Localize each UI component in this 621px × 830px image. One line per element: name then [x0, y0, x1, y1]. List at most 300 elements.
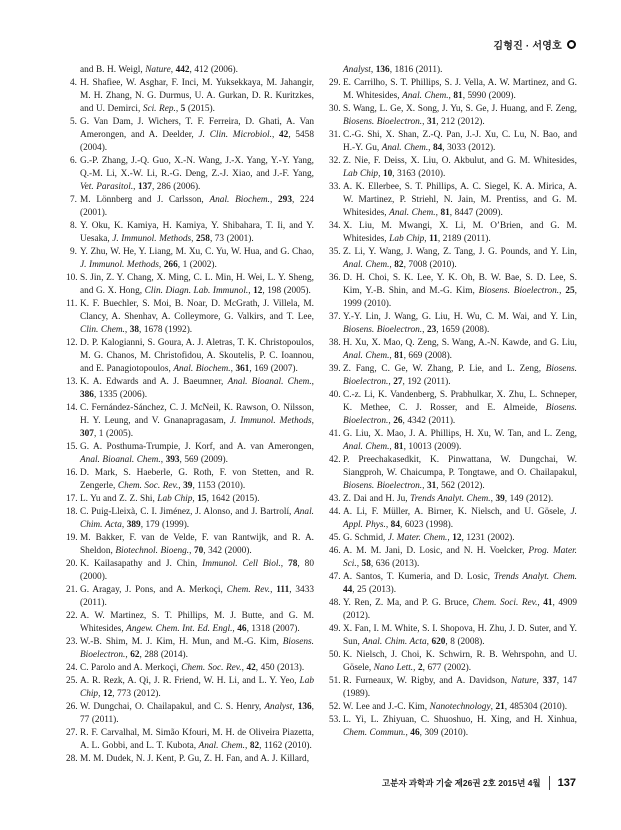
reference-entry: [329, 363, 577, 389]
reference-text: ,: [536, 676, 543, 686]
reference-text: G. A. Posthuma-Trumpie, J. Korf, and A. van Amerongen,: [80, 442, 314, 452]
journal-name: Anal. Chim. Acta: [362, 637, 427, 647]
reference-text: ,: [133, 182, 138, 192]
reference-text: ,: [435, 208, 441, 218]
reference-number: 12.: [66, 338, 78, 348]
reference-text: ,: [292, 702, 298, 712]
reference-text: , 1 (2002).: [177, 260, 217, 270]
reference-number: 10.: [66, 273, 78, 283]
volume-number: 620: [431, 637, 446, 647]
reference-text: ,: [422, 325, 427, 335]
reference-text: C.-z. Li, K. Vandenberg, S. Prabhulkar, X. Zhu, L. Schneper, K. Methee, C. J. Rosser, and E. Almeide,: [343, 390, 577, 413]
volume-number: 258: [195, 234, 210, 244]
journal-name: Anal. Bioanal. Chem.: [227, 377, 312, 387]
reference-text: Y. Zhu, W. He, Y. Liang, M. Xu, C. Yu, W. Hua, and G. Chao,: [80, 247, 314, 257]
volume-number: 266: [163, 260, 178, 270]
reference-text: A. K. Ellerbee, S. T. Phillips, A. C. Siegel, K. A. Mirica, A. W. Martinez, P. Striehl, N. Jain, M. Prentiss, and G. M. Whitesides,: [343, 182, 577, 218]
volume-number: 38: [129, 325, 140, 335]
volume-number: 361: [235, 364, 250, 374]
reference-text: ,: [389, 260, 395, 270]
journal-name: Clin. Chem.: [80, 325, 125, 335]
reference-text: ,: [192, 494, 198, 504]
volume-number: 41: [543, 598, 553, 608]
reference-text: X. Liu, M. Mwangi, X. Li, M. O’Brien, and G. M. Whitesides,: [343, 221, 577, 244]
reference-text: , 485304 (2010).: [504, 702, 568, 712]
reference-text: S. Jin, Z. Y. Chang, X. Ming, C. L. Min, H. Wei, L. Y. Sheng, and G. X. Hong,: [80, 273, 314, 296]
journal-name: J. Clin. Microbiol.: [198, 130, 272, 140]
reference-number: 38.: [329, 338, 341, 348]
reference-text: ,: [121, 520, 127, 530]
reference-number: 35.: [329, 247, 341, 257]
journal-name: Anal. Chem.: [381, 143, 429, 153]
journal-name: Biosens. Bioelectron.: [343, 481, 423, 491]
reference-text: , 73 (2001).: [209, 234, 254, 244]
reference-number: 8.: [70, 221, 77, 231]
volume-number: 46: [410, 728, 420, 738]
reference-text: , 6023 (1998).: [399, 520, 454, 530]
reference-entry: [66, 558, 314, 584]
volume-number: 82: [249, 741, 260, 751]
reference-number: 9.: [70, 247, 77, 257]
reference-text: ,: [378, 169, 383, 179]
journal-name: Anal. Biochem.: [173, 364, 231, 374]
reference-number: 11.: [66, 299, 78, 309]
journal-name: Nanotechnology: [429, 702, 491, 712]
reference-entry: [66, 155, 314, 194]
reference-number: 50.: [329, 650, 341, 660]
reference-text: ,: [490, 494, 496, 504]
reference-entry: [66, 467, 314, 493]
volume-number: 137: [138, 182, 152, 192]
reference-text: ,: [271, 130, 280, 140]
volume-number: 442: [175, 65, 190, 75]
reference-number: 36.: [329, 273, 341, 283]
reference-text: , 450 (2013).: [255, 663, 305, 673]
reference-number: 51.: [329, 676, 341, 686]
reference-text: ,: [422, 117, 427, 127]
reference-column-right: [329, 64, 577, 766]
volume-number: 26: [393, 416, 403, 426]
volume-number: 84: [433, 143, 443, 153]
journal-name: Anal. Chim. Acta: [80, 507, 314, 530]
reference-entry: [329, 311, 577, 337]
reference-text: ,: [270, 585, 277, 595]
reference-entry: [329, 103, 577, 129]
reference-text: , 677 (2002).: [422, 663, 472, 673]
reference-text: ,: [428, 143, 433, 153]
reference-entry: [329, 532, 577, 545]
reference-text: Z. Li, Y. Wang, J. Wang, Z. Tang, J. G. Pounds, and Y. Lin,: [343, 247, 577, 257]
reference-text: , 10013 (2009).: [403, 442, 462, 452]
reference-text: C.-G. Shi, X. Shan, Z.-Q. Pan, J.-J. Xu, C. Lu, N. Bao, and H.-Y. Gu,: [343, 130, 577, 153]
reference-number: 32.: [329, 156, 341, 166]
reference-number: 30.: [329, 104, 341, 114]
journal-issue-info: 고분자 과학과 기술 제26권 2호 2015년 4월: [381, 778, 541, 788]
volume-number: 62: [130, 650, 140, 660]
journal-name: Biosens. Bioelectron.: [478, 286, 560, 296]
reference-entry: [66, 272, 314, 298]
reference-number: 34.: [329, 221, 341, 231]
reference-entry: [66, 64, 314, 77]
reference-number: 47.: [329, 572, 341, 582]
volume-number: 2: [418, 663, 423, 673]
reference-text: , 1659 (2008).: [436, 325, 490, 335]
volume-number: 111: [276, 585, 290, 595]
reference-number: 16.: [66, 468, 78, 478]
reference-text: ,: [248, 286, 254, 296]
journal-name: Anal. Chem.: [389, 208, 436, 218]
volume-number: 58: [361, 559, 371, 569]
reference-text: ,: [244, 741, 250, 751]
reference-entry: [66, 220, 314, 246]
reference-text: ,: [426, 637, 432, 647]
reference-text: , 5990 (2009).: [462, 91, 516, 101]
reference-text: , 562 (2012).: [436, 481, 485, 491]
volume-number: 81: [440, 208, 450, 218]
reference-text: W. Dungchai, O. Chailapakul, and C. S. Henry,: [80, 702, 265, 712]
reference-text: , 1318 (2007).: [246, 624, 300, 634]
reference-text: ,: [356, 559, 362, 569]
reference-text: , 147 (1989).: [343, 676, 577, 699]
reference-number: 52.: [329, 702, 341, 712]
volume-number: 21: [495, 702, 505, 712]
reference-text: A. W. Martinez, S. T. Phillips, M. J. Butte, and G. M. Whitesides,: [80, 611, 314, 634]
journal-name: Trends Analyt. Chem.: [410, 494, 491, 504]
volume-number: 136: [375, 65, 390, 75]
volume-number: 81: [394, 442, 404, 452]
reference-text: A. R. Rezk, A. Qi, J. R. Friend, W. H. Li, and L. Y. Yeo,: [80, 676, 300, 686]
journal-name: Nature: [145, 65, 171, 75]
volume-number: 23: [426, 325, 437, 335]
reference-entry: [329, 337, 577, 363]
reference-text: , 1678 (1992).: [139, 325, 193, 335]
volume-number: 78: [288, 559, 298, 569]
reference-text: M. Bakker, F. van de Velde, F. van Rantwijk, and R. A. Sheldon,: [80, 533, 314, 556]
reference-number: 44.: [329, 507, 341, 517]
reference-text: M. M. Dudek, N. J. Kent, P. Gu, Z. H. Fan, and A. J. Killard,: [80, 754, 310, 764]
reference-text: G.-P. Zhang, J.-Q. Guo, X.-N. Wang, J.-X. Yang, Y.-Y. Yang, Q.-M. Li, X.-W. Li, R.-G. Deng, Z.-J. Xiao, and J.-F. Yang,: [80, 156, 314, 179]
reference-entry: [329, 714, 577, 740]
journal-name: Lab Chip: [343, 169, 379, 179]
reference-number: 31.: [329, 130, 341, 140]
reference-entry: [66, 298, 314, 337]
reference-number: 19.: [66, 533, 78, 543]
journal-name: Lab Chip: [389, 234, 425, 244]
volume-number: 44: [343, 585, 353, 595]
reference-text: , 636 (2013).: [370, 559, 420, 569]
reference-text: , 2189 (2011).: [437, 234, 491, 244]
reference-number: 46.: [329, 546, 341, 556]
reference-number: 45.: [329, 533, 341, 543]
journal-name: Prog. Mater. Sci.: [343, 546, 577, 569]
reference-number: 27.: [66, 728, 78, 738]
reference-text: , 25 (2013).: [352, 585, 397, 595]
volume-number: 82: [394, 260, 404, 270]
reference-text: , 212 (2012).: [436, 117, 485, 127]
reference-text: ,: [158, 260, 164, 270]
reference-text: , 198 (2005).: [262, 286, 311, 296]
reference-text: , 5458 (2004).: [80, 130, 314, 153]
journal-name: Biosens. Bioelectron.: [343, 403, 577, 426]
volume-number: 42: [279, 130, 289, 140]
volume-number: 46: [237, 624, 247, 634]
volume-number: 293: [278, 195, 292, 205]
reference-entry: [66, 506, 314, 532]
reference-text: ,: [388, 416, 394, 426]
reference-text: A. Santos, T. Kumeria, and D. Losic,: [343, 572, 494, 582]
reference-text: , 169 (2007).: [249, 364, 298, 374]
journal-name: Anal. Bioanal. Chem.: [80, 455, 161, 465]
reference-text: G. Aragay, J. Pons, and A. Merkoçi,: [80, 585, 227, 595]
reference-entry: [66, 493, 314, 506]
reference-text: , 8 (2008).: [445, 637, 485, 647]
journal-name: J. Immunol. Methods: [80, 260, 159, 270]
reference-text: ,: [178, 481, 184, 491]
reference-entry: [329, 129, 577, 155]
reference-number: 41.: [329, 429, 341, 439]
reference-entry: [66, 753, 314, 766]
journal-name: Immunol. Cell Biol.: [202, 559, 281, 569]
reference-text: ,: [389, 351, 395, 361]
journal-name: Biotechnol. Bioeng.: [115, 546, 190, 556]
reference-entry: [66, 636, 314, 662]
reference-text: G. Liu, X. Mao, J. A. Phillips, H. Xu, W. Tan, and L. Zeng,: [343, 429, 577, 439]
reference-text: ,: [232, 624, 238, 634]
journal-name: Biosens. Bioelectron.: [343, 325, 423, 335]
volume-number: 136: [297, 702, 312, 712]
reference-text: ,: [269, 195, 279, 205]
reference-entry: [329, 246, 577, 272]
volume-number: 70: [193, 546, 204, 556]
reference-number: 33.: [329, 182, 341, 192]
reference-list: [66, 64, 577, 766]
reference-number: 48.: [329, 598, 341, 608]
reference-text: , 149 (2012).: [504, 494, 554, 504]
reference-text: ,: [389, 442, 395, 452]
journal-name: Anal. Chem.: [343, 442, 390, 452]
reference-text: , 1 (2005).: [93, 429, 134, 439]
reference-text: G. Van Dam, J. Wichers, T. F. Ferreira, D. Ghati, A. Van Amerongen, and A. Deelder,: [80, 117, 314, 140]
reference-text: Y. Oku, K. Kamiya, H. Kamiya, Y. Shibahara, T. Ii, and Y. Uesaka,: [80, 221, 314, 244]
volume-number: 15: [197, 494, 207, 504]
reference-number: 15.: [66, 442, 78, 452]
reference-text: ,: [125, 650, 131, 660]
volume-number: 31: [426, 481, 437, 491]
reference-text: K. F. Buechler, S. Moi, B. Noar, D. McGrath, J. Villela, M. Clancy, A. Shenhav, A. Colleymore, G. Valkirs, and T. Lee,: [80, 299, 314, 322]
journal-name: Vet. Parasitol.: [80, 182, 134, 192]
reference-entry: [329, 493, 577, 506]
reference-entry: [329, 389, 577, 428]
reference-number: 26.: [66, 702, 78, 712]
reference-text: ,: [98, 689, 103, 699]
reference-text: , 773 (2012).: [112, 689, 161, 699]
reference-text: D. P. Kalogianni, S. Goura, A. J. Aletras, T. K. Christopoulos, M. G. Chanos, M. Christofidou, A. Skoutelis, P. C. Ioannou, and E. Panagiotopoulos,: [80, 338, 314, 374]
author-badge-icon: [567, 40, 576, 49]
reference-text: K. Kailasapathy and J. Chin,: [80, 559, 203, 569]
reference-text: ,: [311, 377, 314, 387]
reference-entry: [66, 532, 314, 558]
reference-entry: [66, 727, 314, 753]
reference-text: , 3163 (2010).: [392, 169, 446, 179]
reference-number: 14.: [66, 403, 78, 413]
reference-column-left: [66, 64, 314, 766]
reference-entry: [329, 181, 577, 220]
reference-text: ,: [405, 728, 411, 738]
reference-entry: [66, 610, 314, 636]
journal-name: Chem. Soc. Rev.: [181, 663, 242, 673]
journal-name: J. Immunol. Methods: [229, 416, 312, 426]
reference-text: ,: [490, 702, 496, 712]
reference-entry: [329, 649, 577, 675]
reference-text: ,: [448, 91, 454, 101]
reference-text: ,: [175, 104, 181, 114]
reference-text: D. Mark, S. Haeberle, G. Roth, F. von Stetten, and R. Zengerle,: [80, 468, 314, 491]
reference-number: 7.: [70, 195, 77, 205]
reference-text: , 77 (2011).: [80, 702, 314, 725]
reference-entry: [66, 246, 314, 272]
footer-divider: [549, 776, 550, 790]
reference-number: 53.: [329, 715, 341, 725]
reference-text: ,: [370, 65, 376, 75]
journal-name: Chem. Soci. Rev.: [472, 598, 538, 608]
reference-entry: [329, 545, 577, 571]
reference-number: 28.: [66, 754, 78, 764]
reference-text: G. Schmid,: [343, 533, 388, 543]
volume-number: 337: [542, 676, 557, 686]
reference-number: 25.: [66, 676, 78, 686]
reference-entry: [329, 597, 577, 623]
journal-name: Chem. Soc. Rev.: [117, 481, 179, 491]
reference-text: L. Yu and Z. Z. Shi,: [80, 494, 158, 504]
reference-text: A. M. M. Jani, D. Losic, and N. H. Voelcker,: [343, 546, 529, 556]
reference-entry: [329, 454, 577, 493]
reference-entry: [329, 77, 577, 103]
reference-entry: [66, 77, 314, 116]
volume-number: 27: [393, 377, 403, 387]
reference-text: ,: [447, 533, 453, 543]
volume-number: 389: [126, 520, 141, 530]
reference-text: D. H. Choi, S. K. Lee, Y. K. Oh, B. W. Bae, S. D. Lee, S. Kim, Y.-B. Shin, and M.-G. Kim,: [343, 273, 577, 296]
reference-number: 29.: [329, 78, 341, 88]
reference-text: , 288 (2014).: [139, 650, 188, 660]
reference-text: Z. Fang, C. Ge, W. Zhang, P. Lie, and L. Zeng,: [343, 364, 546, 374]
journal-name: Sci. Rep.: [142, 104, 176, 114]
reference-text: ,: [191, 234, 196, 244]
journal-name: Trends Analyt. Chem.: [493, 572, 577, 582]
volume-number: 307: [80, 429, 94, 439]
volume-number: 12: [102, 689, 113, 699]
reference-entry: [66, 675, 314, 701]
reference-text: H. Shafiee, W. Asghar, F. Inci, M. Yuksekkaya, M. Jahangir, M. H. Zhang, N. G. Durmus, U. A. Gurkan, D. R. Kuritzkes, and U. Demirci,: [80, 78, 314, 114]
reference-entry: [329, 623, 577, 649]
reference-entry: [329, 675, 577, 701]
reference-text: W. Lee and J.-C. Kim,: [343, 702, 430, 712]
reference-text: R. F. Carvalhal, M. Simão Kfouri, M. H. de Oliveira Piazetta, A. L. Gobbi, and L. T. Kubota,: [80, 728, 314, 751]
reference-text: , 4342 (2011).: [402, 416, 456, 426]
reference-text: ,: [189, 546, 194, 556]
reference-text: , 7008 (2010).: [403, 260, 457, 270]
journal-name: Chem. Rev.: [226, 585, 271, 595]
reference-entry: [66, 441, 314, 467]
reference-text: ,: [311, 416, 314, 426]
reference-number: 13.: [66, 377, 78, 387]
reference-text: Y.-Y. Lin, J. Wang, G. Liu, H. Wu, C. M. Wai, and Y. Lin,: [343, 312, 577, 322]
volume-number: 25: [565, 286, 575, 296]
volume-number: 5: [180, 104, 186, 114]
reference-text: , 412 (2006).: [189, 65, 238, 75]
reference-entry: [329, 155, 577, 181]
reference-entry: [329, 428, 577, 454]
reference-text: ,: [424, 234, 430, 244]
reference-entry: [329, 571, 577, 597]
reference-entry: [329, 701, 577, 714]
journal-name: Biosens. Bioelectron.: [343, 364, 577, 387]
reference-text: , 1642 (2015).: [206, 494, 260, 504]
page-header: [493, 37, 576, 52]
reference-text: , 4909 (2012).: [343, 598, 577, 621]
reference-number: 43.: [329, 494, 341, 504]
reference-text: W.-B. Shim, M. J. Kim, H. Mun, and M.-G. Kim,: [80, 637, 283, 647]
reference-entry: [329, 64, 577, 77]
reference-text: , 1231 (2002).: [461, 533, 515, 543]
reference-text: , 179 (1999).: [140, 520, 190, 530]
reference-number: 24.: [66, 663, 78, 673]
journal-name: Biosens. Bioelectron.: [343, 117, 423, 127]
reference-text: ,: [170, 65, 176, 75]
reference-text: , 3433 (2011).: [80, 585, 314, 608]
reference-text: Z. Dai and H. Ju,: [343, 494, 411, 504]
reference-text: ,: [385, 520, 391, 530]
reference-text: Y. Ren, Z. Ma, and P. G. Bruce,: [343, 598, 473, 608]
volume-number: 31: [426, 117, 437, 127]
reference-text: , 224 (2001).: [80, 195, 314, 218]
reference-entry: [329, 272, 577, 311]
reference-number: 18.: [66, 507, 78, 517]
journal-name: Chem. Commun.: [343, 728, 406, 738]
reference-entry: [66, 701, 314, 727]
reference-text: , 309 (2010).: [419, 728, 469, 738]
running-head-authors: 김형진 · 서영호: [493, 41, 562, 52]
volume-number: 12: [452, 533, 462, 543]
reference-text: K. Nielsch, J. Choi, K. Schwirn, R. B. Wehrspohn, and U. Gösele,: [343, 650, 577, 673]
volume-number: 11: [429, 234, 438, 244]
reference-text: M. Lönnberg and J. Carlsson,: [80, 195, 210, 205]
reference-entry: [66, 337, 314, 376]
journal-name: Nature: [511, 676, 537, 686]
journal-name: Analyst: [264, 702, 293, 712]
reference-number: 22.: [66, 611, 78, 621]
reference-number: 5.: [70, 117, 77, 127]
reference-entry: [66, 376, 314, 402]
journal-name: Angew. Chem. Int. Ed. Engl.: [126, 624, 233, 634]
reference-text: , 342 (2000).: [203, 546, 252, 556]
volume-number: 81: [394, 351, 404, 361]
reference-number: 40.: [329, 390, 341, 400]
reference-number: 37.: [329, 312, 341, 322]
reference-text: ,: [160, 455, 166, 465]
reference-text: X. Fan, I. M. White, S. I. Shopova, H. Zhu, J. D. Suter, and Y. Sun,: [343, 624, 577, 647]
reference-text: , 1162 (2010).: [259, 741, 312, 751]
journal-name: Biosens. Bioelectron.: [80, 637, 314, 660]
journal-name: Analyst: [343, 65, 371, 75]
journal-name: J. Appl. Phys.: [343, 507, 577, 530]
reference-text: A. Li, F. Müller, A. Birner, K. Nielsch, and U. Gösele,: [343, 507, 571, 517]
reference-number: 21.: [66, 585, 78, 595]
page-footer: [382, 776, 576, 790]
reference-text: S. Wang, L. Ge, X. Song, J. Yu, S. Ge, J. Huang, and F. Zeng,: [343, 104, 577, 114]
reference-text: ,: [230, 364, 236, 374]
volume-number: 84: [390, 520, 400, 530]
